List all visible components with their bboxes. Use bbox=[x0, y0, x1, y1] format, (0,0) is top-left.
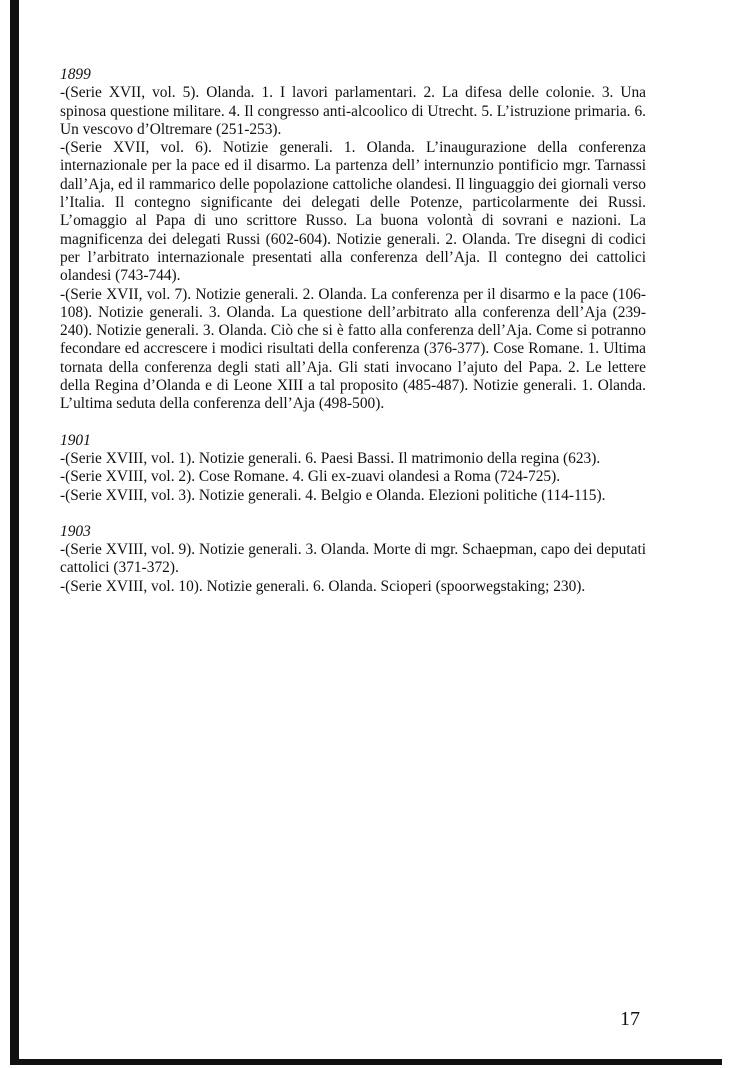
section-year: 1903 bbox=[60, 522, 91, 540]
page-bottom-border bbox=[10, 1059, 722, 1065]
entry-paragraph: -(Serie XVIII, vol. 2). Cose Romane. 4. Gli ex-zuavi olandesi a Roma (724-725). bbox=[60, 468, 561, 486]
section-1899 bbox=[60, 66, 646, 414]
entry-paragraph: -(Serie XVIII, vol. 9). Notizie generali. 3. Olanda. Morte di mgr. Schaepman, capo dei deputati cattolici (371-372). bbox=[60, 541, 646, 577]
section-1901 bbox=[60, 432, 646, 505]
section-year: 1901 bbox=[60, 431, 91, 449]
entry-paragraph: -(Serie XVII, vol. 6). Notizie generali. 1. Olanda. L’inaugurazione della conferenza internazionale per la pace ed il disarmo. La partenza dell’ internunzio pontificio mgr. Tarnassi dall’Aja, ed il rammarico delle popolazione cattoliche olandesi. Il linguaggio dei giornali verso l’Italia. Il contegno significante dei delegati delle Potenze, particolarmente dei Russi. L’omaggio al Papa di uno scrittore Russo. La buona volontà di sovrani e nazioni. La magnificenza dei delegati Russi (602-604). Notizie generali. 2. Olanda. Tre disegni di codici per l’arbitrato internazionale presentati alla conferenza dell’Aja. Il contegno dei cattolici olandesi (743-744). bbox=[60, 139, 646, 285]
section-year: 1899 bbox=[60, 66, 91, 83]
entry-paragraph: -(Serie XVIII, vol. 10). Notizie generali. 6. Olanda. Scioperi (spoorwegstaking; 230). bbox=[60, 577, 586, 595]
entry-paragraph: -(Serie XVIII, vol. 3). Notizie generali. 4. Belgio e Olanda. Elezioni politiche (114-115). bbox=[60, 486, 606, 504]
entry-paragraph: -(Serie XVII, vol. 5). Olanda. 1. I lavori parlamentari. 2. La difesa delle colonie. 3. Una spinosa questione militare. 4. Il congresso anti-alcoolico di Utrecht. 5. L’istruzione primaria. 6. Un vescovo d’Oltremare (251-253). bbox=[60, 84, 646, 138]
section-1903 bbox=[60, 523, 646, 596]
entry-paragraph: -(Serie XVII, vol. 7). Notizie generali. 2. Olanda. La conferenza per il disarmo e la pace (106-108). Notizie generali. 3. Olanda. La questione dell’arbitrato alla conferenza dell’Aja (239-240). Notizie generali. 3. Olanda. Ciò che si è fatto alla conferenza dell’Aja. Come si potranno fecondare ed accrescere i modici risultati della conferenza (376-377). Cose Romane. 1. Ultima tornata della conferenza degli stati all’Aja. Gli stati invocano l’ajuto del Papa. 2. Le lettere della Regina d’Olanda e di Leone XIII a tal proposito (485-487). Notizie generali. 1. Olanda. L’ultima seduta della conferenza dell’Aja (498-500). bbox=[60, 285, 646, 413]
page-left-border bbox=[10, 0, 19, 1062]
page-number: 17 bbox=[620, 1008, 640, 1030]
document-body bbox=[60, 66, 646, 596]
entry-paragraph: -(Serie XVIII, vol. 1). Notizie generali. 6. Paesi Bassi. Il matrimonio della regina (623). bbox=[60, 449, 601, 467]
